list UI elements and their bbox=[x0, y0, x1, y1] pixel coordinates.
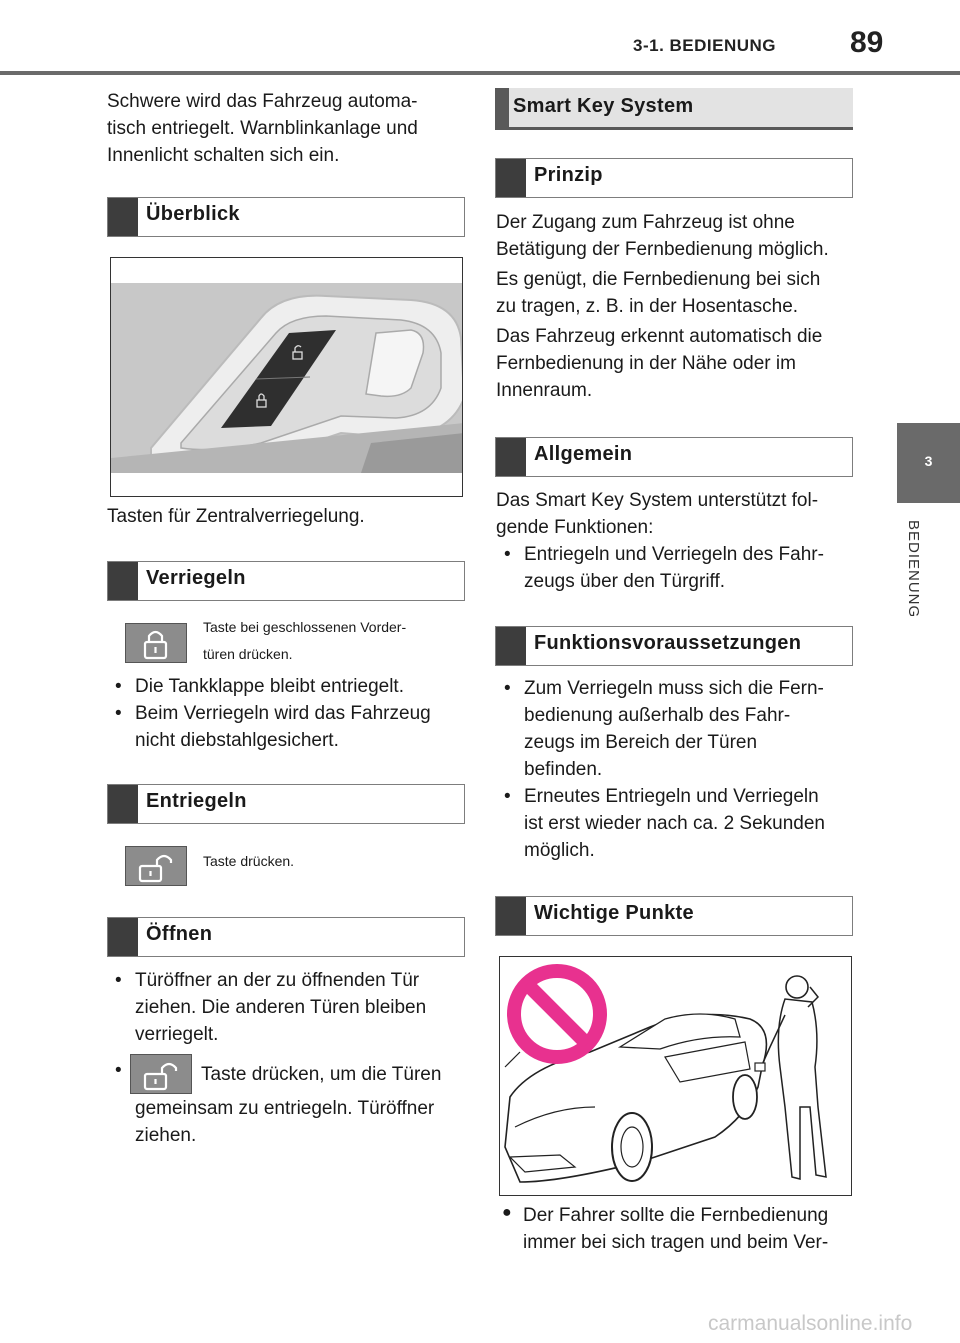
allgemein-bullets bbox=[502, 541, 862, 595]
bullet-dot: • bbox=[115, 1060, 122, 1081]
text-line: befinden. bbox=[524, 759, 603, 780]
heading-text: Funktionsvoraussetzungen bbox=[534, 632, 802, 654]
lock-icon-text bbox=[203, 614, 465, 668]
lock-icon bbox=[126, 624, 188, 664]
heading-bar bbox=[495, 88, 509, 127]
heading-bar bbox=[108, 198, 138, 236]
text-line: • Entriegeln und Verriegeln des Fahr- bbox=[524, 544, 824, 565]
text-line: Der Zugang zum Fahrzeug ist ohne bbox=[496, 212, 795, 233]
text-line: möglich. bbox=[524, 840, 595, 861]
heading-bar bbox=[496, 897, 526, 935]
unlock-button-icon-inline bbox=[130, 1054, 192, 1094]
heading-entriegeln bbox=[107, 784, 465, 824]
text-line: türen drücken. bbox=[203, 646, 293, 662]
wichtig-note bbox=[523, 1202, 863, 1256]
intro-line: Innenlicht schalten sich ein. bbox=[107, 145, 340, 166]
heading-bar bbox=[496, 438, 526, 476]
text-line: • Zum Verriegeln muss sich die Fern- bbox=[524, 678, 824, 699]
text-line: Innenraum. bbox=[496, 380, 593, 401]
header-rule bbox=[0, 71, 960, 75]
chapter-tab: 3 bbox=[897, 423, 960, 503]
unlock-icon bbox=[126, 847, 188, 887]
chapter-label bbox=[897, 520, 943, 640]
figure-caption: Tasten für Zentralverriegelung. bbox=[107, 506, 365, 527]
section-header: 3-1. BEDIENUNG bbox=[633, 36, 777, 55]
heading-text: Smart Key System bbox=[513, 95, 694, 117]
heading-ueberblick bbox=[107, 197, 465, 237]
car-warning-illustration bbox=[500, 957, 852, 1196]
text-line: • Türöffner an der zu öffnenden Tür bbox=[135, 970, 420, 991]
text-line: verriegelt. bbox=[135, 1024, 219, 1045]
heading-text: Entriegeln bbox=[146, 790, 247, 812]
verriegeln-bullets bbox=[113, 673, 468, 754]
text-line: Der Fahrer sollte die Fernbedienung bbox=[523, 1205, 829, 1226]
list-item bbox=[502, 783, 862, 864]
intro-line: Schwere wird das Fahrzeug automa- bbox=[107, 91, 418, 112]
intro-line: tisch entriegelt. Warnblinkanlage und bbox=[107, 118, 418, 139]
oeffnen-bullet2-inline: Taste drücken, um die Türen bbox=[201, 1064, 442, 1085]
unlock-icon-text: Taste drücken. bbox=[203, 853, 295, 869]
text-line: • Erneutes Entriegeln und Verriegeln bbox=[524, 786, 819, 807]
heading-oeffnen bbox=[107, 917, 465, 957]
text-line: ist erst wieder nach ca. 2 Sekunden bbox=[524, 813, 826, 834]
heading-bar bbox=[108, 785, 138, 823]
car-warning-figure bbox=[499, 956, 852, 1196]
list-item bbox=[113, 967, 468, 1048]
text-line: Das Smart Key System unterstützt fol- bbox=[496, 490, 819, 511]
heading-bar bbox=[108, 562, 138, 600]
prinzip-p2 bbox=[496, 266, 861, 320]
heading-bar bbox=[496, 627, 526, 665]
prinzip-p3 bbox=[496, 323, 861, 404]
heading-wichtige-punkte bbox=[495, 896, 853, 936]
text-line: zu tragen, z. B. in der Hosentasche. bbox=[496, 296, 799, 317]
text-line: Es genügt, die Fernbedienung bei sich bbox=[496, 269, 821, 290]
heading-smart-key-system bbox=[495, 88, 853, 130]
list-item bbox=[502, 541, 862, 595]
text-line: Das Fahrzeug erkennt automatisch die bbox=[496, 326, 823, 347]
heading-funktionsvoraussetzungen bbox=[495, 626, 853, 666]
text-line: Betätigung der Fernbedienung möglich. bbox=[496, 239, 829, 260]
heading-text: Wichtige Punkte bbox=[534, 902, 694, 924]
unlock-button-icon bbox=[125, 846, 187, 886]
text-line: zeugs im Bereich der Türen bbox=[524, 732, 758, 753]
text-line: Fernbedienung in der Nähe oder im bbox=[496, 353, 796, 374]
oeffnen-bullet2-rest bbox=[135, 1095, 475, 1149]
door-switch-figure bbox=[110, 257, 463, 497]
heading-bar bbox=[108, 918, 138, 956]
heading-text: Allgemein bbox=[534, 443, 633, 465]
text-line: ziehen. Die anderen Türen bleiben bbox=[135, 997, 427, 1018]
heading-bar bbox=[496, 159, 526, 197]
heading-text: Verriegeln bbox=[146, 567, 246, 589]
text-line: gemeinsam zu entriegeln. Türöffner bbox=[135, 1098, 435, 1119]
text-line: zeugs über den Türgriff. bbox=[524, 571, 726, 592]
oeffnen-bullets bbox=[113, 967, 468, 1048]
allgemein-text bbox=[496, 487, 861, 541]
heading-text: Überblick bbox=[146, 203, 240, 225]
note-bullet-dot: ● bbox=[502, 1204, 512, 1221]
heading-prinzip bbox=[495, 158, 853, 198]
intro-paragraph bbox=[107, 88, 467, 169]
door-switch-illustration bbox=[111, 258, 463, 497]
text-line: bedienung außerhalb des Fahr- bbox=[524, 705, 791, 726]
watermark: carmanualsonline.info bbox=[708, 1312, 913, 1335]
chapter-label-text: BEDIENUNG bbox=[905, 520, 922, 619]
funktion-bullets bbox=[502, 675, 862, 864]
text-line: ziehen. bbox=[135, 1125, 197, 1146]
heading-verriegeln bbox=[107, 561, 465, 601]
list-item bbox=[502, 675, 862, 783]
list-item: • Beim Verriegeln wird das Fahrzeug nicht diebstahlgesichert. bbox=[113, 700, 468, 754]
unlock-icon bbox=[131, 1055, 193, 1095]
text-line: gende Funktionen: bbox=[496, 517, 654, 538]
text-line: immer bei sich tragen und beim Ver- bbox=[523, 1232, 829, 1253]
lock-button-icon bbox=[125, 623, 187, 663]
prinzip-p1 bbox=[496, 209, 861, 263]
text-line: Taste bei geschlossenen Vorder- bbox=[203, 619, 407, 635]
heading-text: Öffnen bbox=[146, 923, 213, 945]
heading-allgemein bbox=[495, 437, 853, 477]
page-number: 89 bbox=[850, 26, 884, 59]
list-item: • Die Tankklappe bleibt entriegelt. bbox=[113, 673, 468, 700]
heading-text: Prinzip bbox=[534, 164, 603, 186]
